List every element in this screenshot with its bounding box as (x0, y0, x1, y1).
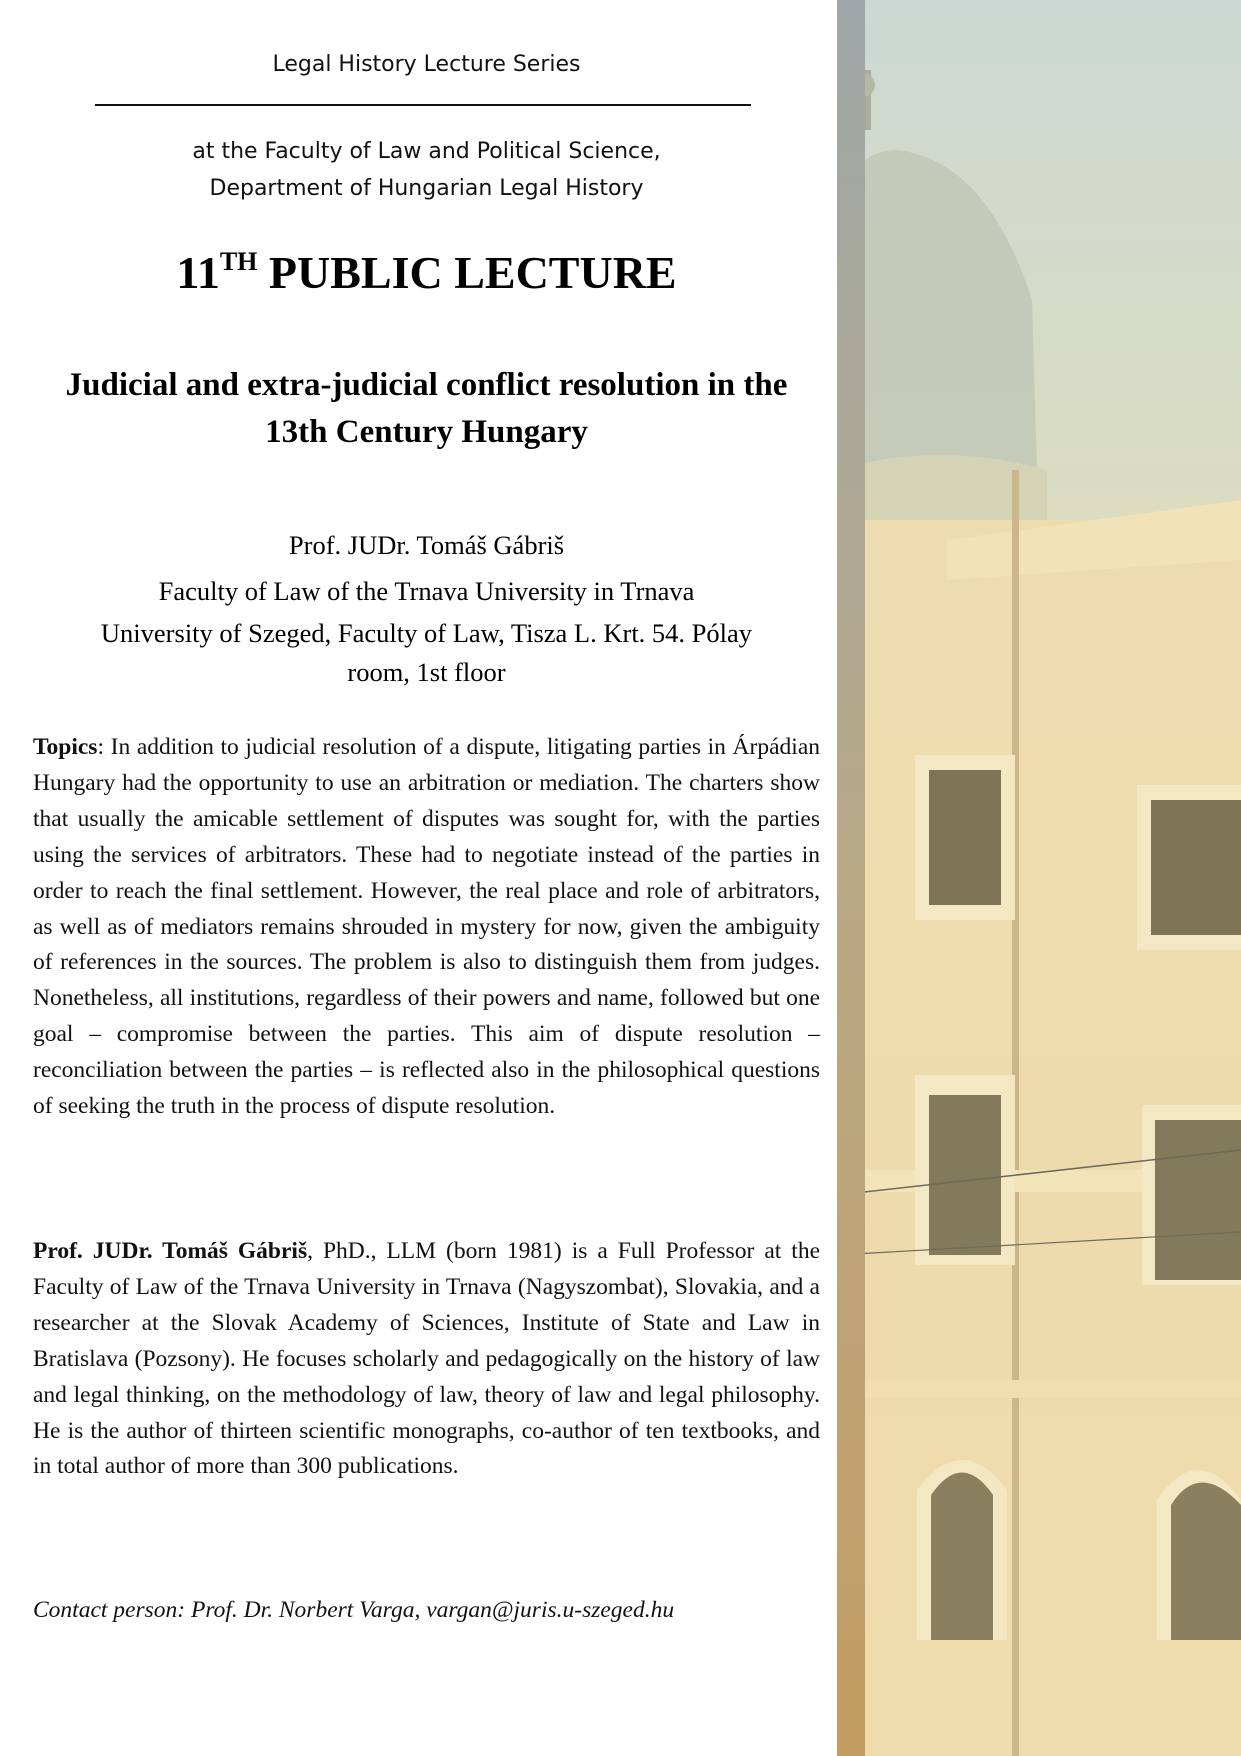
venue (33, 614, 820, 692)
speaker-block (33, 522, 820, 614)
lecture-label: PUBLIC LECTURE (268, 247, 677, 298)
lecture-suffix: TH (219, 247, 258, 276)
department (33, 133, 820, 207)
venue-line-2: room, 1st floor (347, 657, 506, 687)
department-line-2: Department of Hungarian Legal History (209, 176, 644, 201)
department-line-1: at the Faculty of Law and Political Science, (192, 139, 661, 164)
bio-paragraph (33, 1234, 820, 1485)
bio-text: , PhD., LLM (born 1981) is a Full Professor at the Faculty of Law of the Trnava University in Trnava (Nagyszombat), Slovakia, and a researcher at the Slovak Academy of Sciences, Institute of State and Law in Bratislava (Pozsony). He focuses scholarly and pedagogically on the history of law and legal thinking, on the methodology of law, theory of law and legal philosophy. He is the author of thirteen scientific monographs, co-author of ten textbooks, and in total author of more than 300 publications. (33, 1238, 820, 1480)
contact-line: Contact person: Prof. Dr. Norbert Varga, vargan@juris.u-szeged.hu (33, 1597, 675, 1623)
title-line-1: Judicial and extra-judicial conflict resolution in the (65, 367, 788, 403)
topics-text: : In addition to judicial resolution of a dispute, litigating parties in Árpádian Hungary had the opportunity to use an arbitration or mediation. The charters show that usually the amicable settlement of disputes was sought for, with the parties using the services of arbitrators. These had to negotiate instead of the parties in order to reach the final settlement. However, the real place and role of arbitrators, as well as of mediators remains shrouded in mystery for now, given the ambiguity of references in the sources. The problem is also to distinguish them from judges. Nonetheless, all institutions, regardless of their powers and name, followed but one goal – compromise between the parties. This aim of dispute resolution – reconciliation between the parties – is reflected also in the philosophical questions of seeking the truth in the process of dispute resolution. (33, 734, 820, 1120)
bio-name: Prof. JUDr. Tomáš Gábriš (33, 1238, 308, 1264)
venue-line-1: University of Szeged, Faculty of Law, Tisza L. Krt. 54. Pólay (100, 618, 753, 648)
side-strip (837, 0, 865, 1756)
speaker-name: Prof. JUDr. Tomáš Gábriš (288, 530, 565, 560)
title-line-2: 13th Century Hungary (265, 414, 588, 450)
lecture-heading (33, 246, 820, 299)
topics-paragraph (33, 730, 820, 1125)
topics-label: Topics (33, 734, 98, 760)
building-photo (837, 0, 1241, 1756)
lecture-number: 11 (176, 247, 220, 298)
series-title: Legal History Lecture Series (272, 52, 581, 77)
speaker-affiliation: Faculty of Law of the Trnava University in Trnava (158, 576, 695, 606)
divider (95, 104, 751, 106)
lecture-title (33, 362, 820, 456)
